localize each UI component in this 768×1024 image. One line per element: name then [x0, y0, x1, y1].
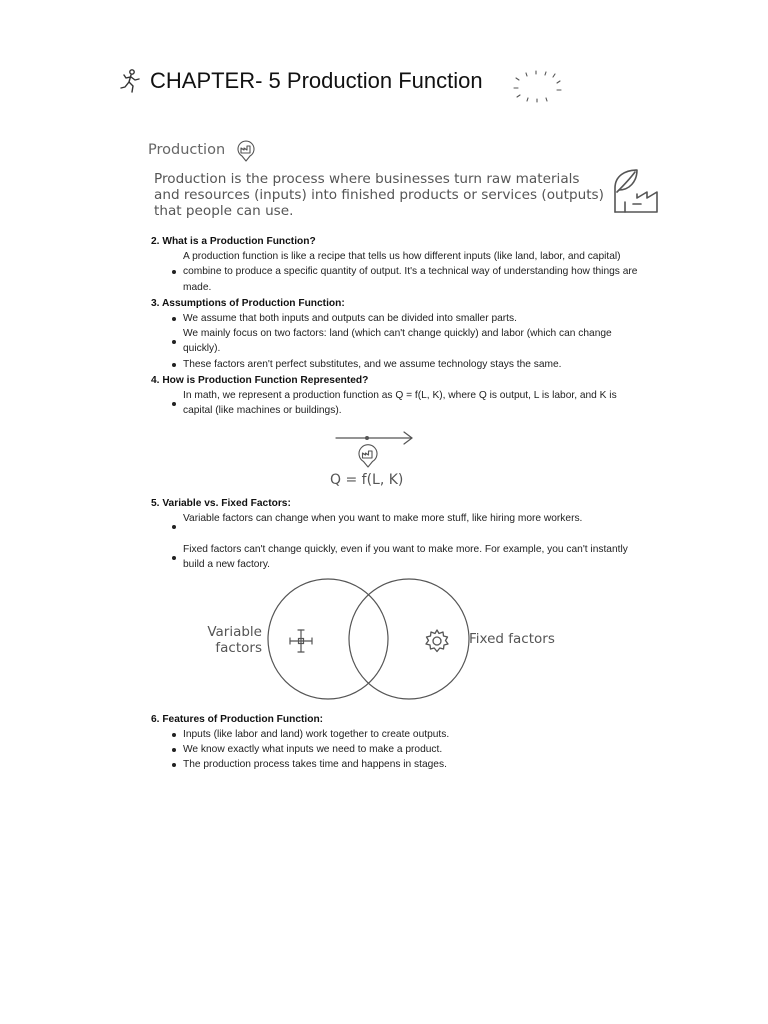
bullet-dot	[172, 317, 176, 321]
list-item: Fixed factors can't change quickly, even if you want to make more. For example, you can't instantly build a new factory.	[172, 542, 642, 573]
section-title-3: 3. Assumptions of Production Function:	[151, 298, 345, 309]
section-title-2: 2. What is a Production Function?	[151, 236, 316, 247]
list-item: These factors aren't perfect substitutes, and we assume technology stays the same.	[172, 357, 642, 372]
page-header	[118, 64, 483, 98]
sparkle-burst-icon	[512, 70, 566, 104]
bullet-dot	[172, 733, 176, 737]
bullet-dot	[172, 270, 176, 274]
list-item: The production process takes time and happens in stages.	[172, 757, 642, 772]
factory-badge-icon	[236, 140, 256, 162]
gear-icon	[423, 627, 451, 655]
bullet-dot	[172, 763, 176, 767]
venn-label-variable: Variable factors	[207, 624, 262, 656]
factory-badge-icon	[357, 444, 379, 468]
list-item: In math, we represent a production function as Q = f(L, K), where Q is output, L is labor, and K is capital (like machines or buildings).	[172, 388, 642, 419]
venn-label-fixed: Fixed factors	[469, 631, 555, 647]
section-title-6: 6. Features of Production Function:	[151, 714, 324, 725]
section-title-5: 5. Variable vs. Fixed Factors:	[151, 498, 291, 509]
bullet-dot	[172, 363, 176, 367]
bullet-dot	[172, 748, 176, 752]
section-heading-production: Production	[148, 142, 226, 158]
cross-tool-icon	[287, 627, 315, 655]
bullet-dot	[172, 556, 176, 560]
list-item: We assume that both inputs and outputs can be divided into smaller parts.	[172, 311, 642, 326]
list-item: A production function is like a recipe that tells us how different inputs (like land, labor, and capital) combine to produce a specific quantity of output. It's a technical way of understanding how things are made.	[172, 249, 642, 295]
bullet-dot	[172, 525, 176, 529]
venn-circle-variable	[268, 579, 388, 699]
bullet-dot	[172, 402, 176, 406]
eco-factory-icon	[611, 168, 661, 216]
formula: Q = f(L, K)	[330, 472, 404, 488]
list-item: Variable factors can change when you want to make more stuff, like hiring more workers.	[172, 511, 642, 526]
list-item: We know exactly what inputs we need to make a product.	[172, 742, 642, 757]
running-person-icon	[118, 68, 144, 94]
list-item: Inputs (like labor and land) work together to create outputs.	[172, 727, 642, 742]
production-intro: Production is the process where businesses turn raw materials and resources (inputs) into finished products or services (outputs) that people can use.	[154, 171, 604, 219]
venn-circle-fixed	[349, 579, 469, 699]
bullet-dot	[172, 340, 176, 344]
section-title-4: 4. How is Production Function Represented?	[151, 375, 369, 386]
page-title: CHAPTER- 5 Production Function	[150, 68, 483, 93]
list-item: We mainly focus on two factors: land (which can't change quickly) and labor (which can change quickly).	[172, 326, 642, 357]
